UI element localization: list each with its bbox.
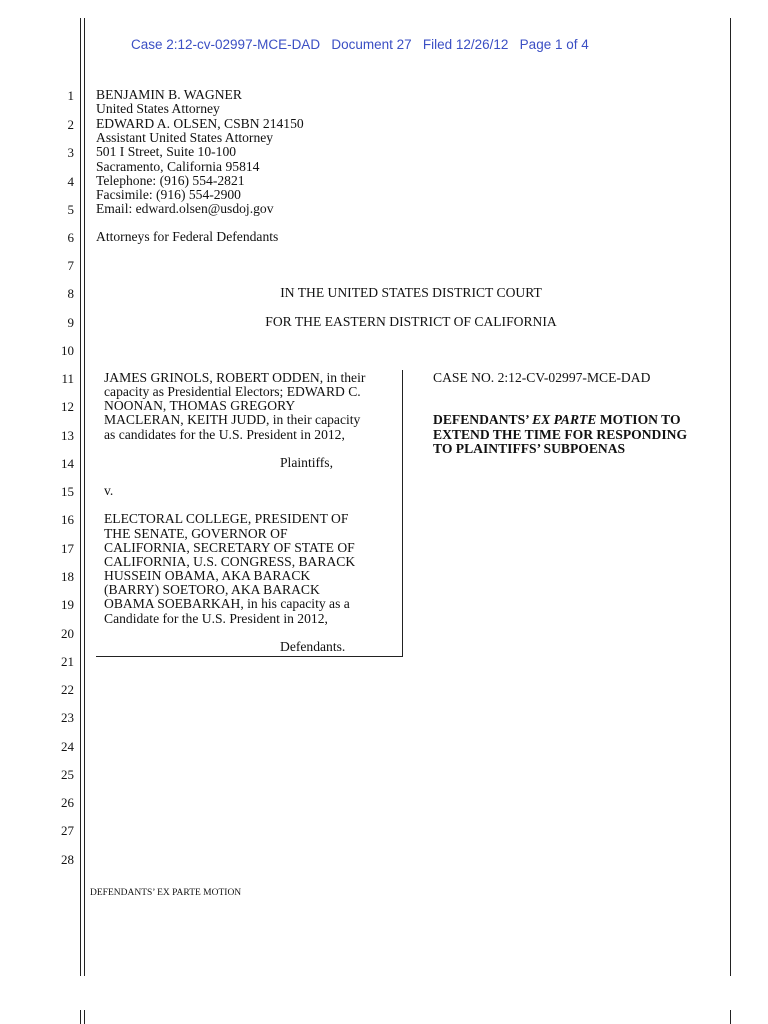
line-number: 14 (61, 456, 74, 471)
line-number: 9 (67, 315, 74, 330)
line-number: 27 (61, 823, 74, 838)
right-margin-rule (730, 18, 731, 976)
line-number: 2 (67, 117, 74, 132)
line-number: 28 (61, 852, 74, 867)
court-district: FOR THE EASTERN DISTRICT OF CALIFORNIA (265, 314, 557, 329)
line-number: 22 (61, 682, 74, 697)
left-margin-rule-inner (84, 18, 85, 976)
attorney-block-line: United States Attorney (96, 101, 220, 116)
caption-bottom-rule (96, 656, 403, 657)
defendants-line: THE SENATE, GOVERNOR OF (104, 526, 288, 541)
next-page-left-rule (80, 1010, 81, 1024)
court-title: IN THE UNITED STATES DISTRICT COURT (280, 285, 542, 300)
line-number: 4 (67, 174, 74, 189)
line-number: 12 (61, 399, 74, 414)
line-number: 6 (67, 230, 74, 245)
plaintiffs-line: JAMES GRINOLS, ROBERT ODDEN, in their (104, 370, 366, 385)
caption-divider (402, 370, 403, 656)
line-number: 1 (67, 88, 74, 103)
line-number: 5 (67, 202, 74, 217)
page-footer: DEFENDANTS’ EX PARTE MOTION (90, 888, 242, 898)
line-number: 25 (61, 767, 74, 782)
line-number: 16 (61, 512, 74, 527)
attorney-block-line: Email: edward.olsen@usdoj.gov (96, 201, 274, 216)
line-number: 20 (61, 626, 74, 641)
line-number: 24 (61, 739, 74, 754)
attorney-block-line: Telephone: (916) 554-2821 (96, 173, 245, 188)
line-number: 8 (67, 286, 74, 301)
next-page-right-rule (730, 1010, 731, 1024)
plaintiffs-line: capacity as Presidential Electors; EDWARD C. (104, 384, 361, 399)
case-header: Case 2:12-cv-02997-MCE-DAD Document 27 Filed 12/26/12 Page 1 of 4 (131, 37, 589, 52)
attorney-block-line: Assistant United States Attorney (96, 130, 274, 145)
defendants-line: Candidate for the U.S. President in 2012, (104, 611, 328, 626)
plaintiffs-line: as candidates for the U.S. President in 2012, (104, 427, 345, 442)
case-number: CASE NO. 2:12-CV-02997-MCE-DAD (433, 370, 651, 385)
line-number: 21 (61, 654, 74, 669)
attorney-block-line: Facsimile: (916) 554-2900 (96, 187, 241, 202)
attorney-block-line: EDWARD A. OLSEN, CSBN 214150 (96, 116, 304, 131)
line-number: 13 (61, 428, 74, 443)
defendants-line: (BARRY) SOETORO, AKA BARACK (104, 582, 320, 597)
defendants-line: HUSSEIN OBAMA, AKA BARACK (104, 568, 311, 583)
motion-title-line1: DEFENDANTS’ EX PARTE MOTION TO (433, 412, 681, 427)
motion-title-line3: TO PLAINTIFFS’ SUBPOENAS (433, 441, 626, 456)
defendants-line: ELECTORAL COLLEGE, PRESIDENT OF (104, 511, 349, 526)
versus: v. (104, 483, 114, 498)
line-number: 18 (61, 569, 74, 584)
motion-title-line2: EXTEND THE TIME FOR RESPONDING (433, 427, 688, 442)
line-number: 10 (61, 343, 74, 358)
line-number: 15 (61, 484, 74, 499)
plaintiffs-line: NOONAN, THOMAS GREGORY (104, 398, 296, 413)
line-number: 26 (61, 795, 74, 810)
attorney-block-line: Sacramento, California 95814 (96, 159, 260, 174)
line-number: 17 (61, 541, 74, 556)
next-page-left-rule-inner (84, 1010, 85, 1024)
line-number: 23 (61, 710, 74, 725)
defendants-line: CALIFORNIA, U.S. CONGRESS, BARACK (104, 554, 356, 569)
line-number: 11 (61, 371, 74, 386)
defendants-line: CALIFORNIA, SECRETARY OF STATE OF (104, 540, 355, 555)
plaintiffs-line: MACLERAN, KEITH JUDD, in their capacity (104, 412, 361, 427)
attorney-block-line: 501 I Street, Suite 10-100 (96, 144, 237, 159)
line-number: 3 (67, 145, 74, 160)
attorneys-for: Attorneys for Federal Defendants (96, 229, 279, 244)
defendants-line: OBAMA SOEBARKAH, in his capacity as a (104, 596, 350, 611)
line-number: 7 (67, 258, 74, 273)
attorney-block-line: BENJAMIN B. WAGNER (96, 87, 242, 102)
plaintiffs-label: Plaintiffs, (280, 455, 333, 470)
line-number: 19 (61, 597, 74, 612)
defendants-label: Defendants. (280, 639, 346, 654)
left-margin-rule (80, 18, 81, 976)
